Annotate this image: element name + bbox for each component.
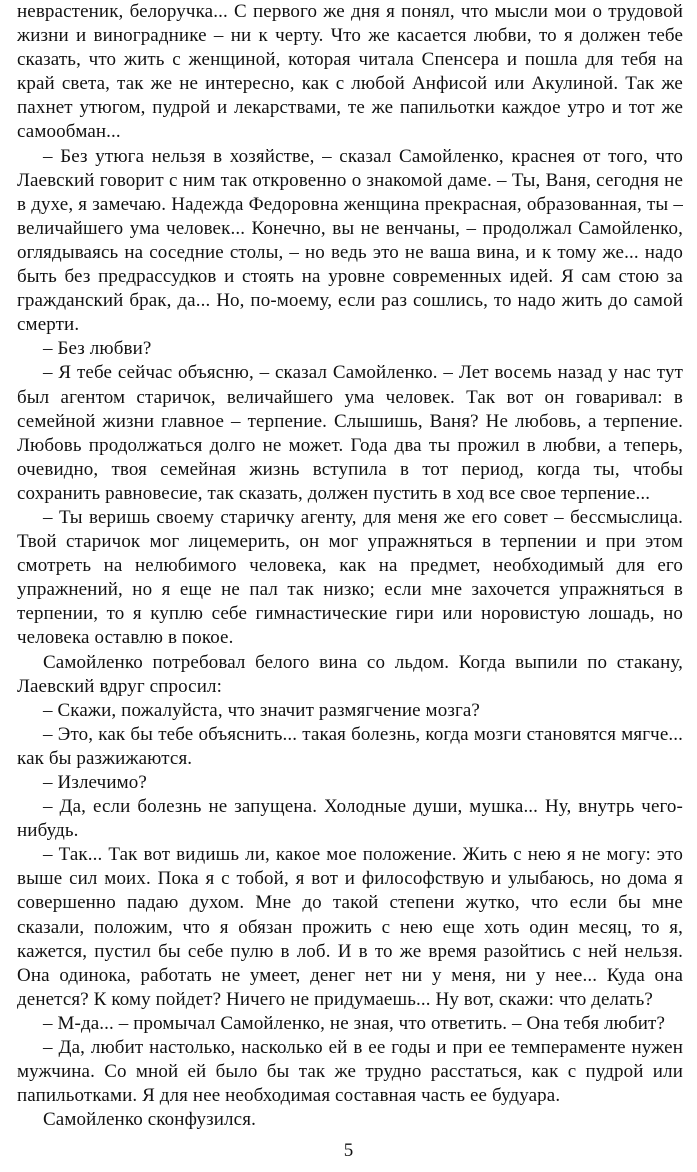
paragraph: – Ты веришь своему старичку агенту, для меня же его совет – бессмыслица. Твой старичок мог лицемерить, он мог упражняться в терпении и при этом смотреть на нелюбимого человека, как на предмет, необходимый для его упражнений, но я еще не пал так низко; если мне захочется упражняться в терпении, то я куплю себе гимнастические гири или норовистую лошадь, но человека оставлю в покое. — [17, 506, 683, 649]
paragraph: – Без любви? — [43, 338, 152, 360]
paragraph: неврастеник, белоручка... С первого же дня я понял, что мысли мои о трудовой жизни и винограднике – ни к черту. Что же касается любви, то я должен тебе сказать, что жить с женщиной, которая читала Спенсера и пошла для тебя на край света, так же не интересно, как с любой Анфисой или Акулиной. Так же пахнет утюгом, пудрой и лекарствами, те же папильотки каждое утро и тот же самообман... — [17, 1, 683, 143]
page-number: 5 — [343, 1140, 354, 1161]
paragraph: – Без утюга нельзя в хозяйстве, – сказал Самойленко, краснея от того, что Лаевский говорит с ним так откровенно о знакомой даме. – Ты, Ваня, сегодня не в духе, я замечаю. Надежда Федоровна женщина прекрасная, образованная, ты – величайшего ума человек... Конечно, вы не венчаны, – продолжал Самойленко, оглядываясь на соседние столы, – но ведь это не ваша вина, и к тому же... надо быть без предрассудков и стоять на уровне современных идей. Я сам стою за гражданский брак, да... Но, по-моему, если раз сошлись, то надо жить до самой смерти. — [17, 145, 683, 336]
paragraph: – М-да... – промычал Самойленко, не зная, что ответить. – Она тебя любит? — [43, 1012, 666, 1034]
paragraph: Самойленко сконфузился. — [43, 1109, 256, 1131]
paragraph: – Так... Так вот видишь ли, какое мое положение. Жить с нею я не могу: это выше сил моих. Пока я с тобой, я вот и философствую и улыбаюсь, но дома я совершенно падаю духом. Мне до такой степени жутко, что если бы мне сказали, положим, что я обязан прожить с нею еще хоть один месяц, то я, кажется, пустил бы себе пулю в лоб. И в то же время разойтись с ней нельзя. Она одинока, работать не умеет, денег нет ни у меня, ни у нее... Куда она денется? К кому пойдет? Ничего не придумаешь... Ну вот, скажи: что делать? — [17, 844, 683, 1010]
paragraph: – Скажи, пожалуйста, что значит размягчение мозга? — [43, 699, 480, 721]
paragraph: – Да, любит настолько, насколько ей в ее годы и при ее темпераменте нужен мужчина. Со мной ей было бы так же трудно расстаться, как с пудрой или папильотками. Я для нее необходимая составная часть ее будуара. — [17, 1037, 683, 1107]
paragraph: – Излечимо? — [43, 772, 147, 793]
paragraph: – Да, если болезнь не запущена. Холодные души, мушка... Ну, внутрь чего-нибудь. — [17, 796, 683, 842]
paragraph: – Это, как бы тебе объяснить... такая болезнь, когда мозги становятся мягче... как бы разжижаются. — [17, 723, 683, 769]
paragraph: – Я тебе сейчас объясню, – сказал Самойленко. – Лет восемь назад у нас тут был агентом старичок, величайшего ума человек. Так вот он говаривал: в семейной жизни главное – терпение. Слышишь, Ваня? Не любовь, а терпение. Любовь продолжаться долго не может. Года два ты прожил в любви, а теперь, очевидно, твоя семейная жизнь вступила в тот период, когда ты, чтобы сохранить равновесие, так сказать, должен пустить в ход все свое терпение... — [17, 362, 683, 504]
paragraph: Самойленко потребовал белого вина со льдом. Когда выпили по стакану, Лаевский вдруг спросил: — [17, 651, 683, 697]
page-text — [17, 0, 683, 1132]
